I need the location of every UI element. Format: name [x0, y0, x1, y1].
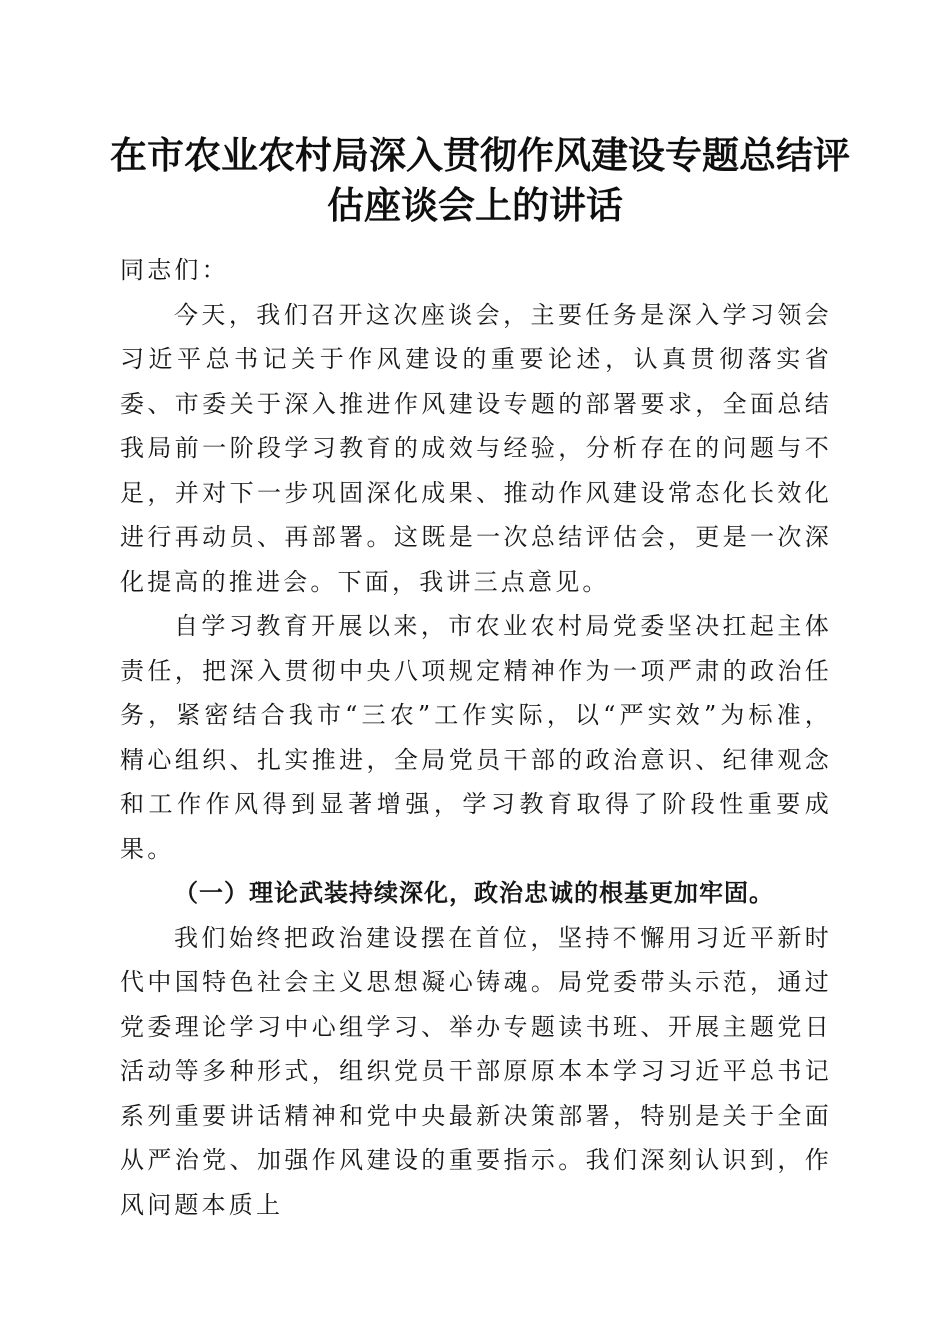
- paragraph-section-1: 我们始终把政治建设摆在首位，坚持不懈用习近平新时代中国特色社会主义思想凝心铸魂。局党委带头示范，通过党委理论学习中心组学习、举办专题读书班、开展主题党日活动等多种形式，组织党员干部原原本本学习习近平总书记系列重要讲话精神和党中央最新决策部署，特别是关于全面从严治党、加强作风建设的重要指示。我们深刻认识到，作风问题本质上: [120, 923, 832, 1219]
- document-body: [120, 248, 832, 1227]
- section-heading-1: （一）理论武装持续深化，政治忠诚的根基更加牢固。: [174, 878, 774, 907]
- paragraph-achievements: 自学习教育开展以来，市农业农村局党委坚决扛起主体责任，把深入贯彻中央八项规定精神作为一项严肃的政治任务，紧密结合我市“三农”工作实际，以“严实效”为标准，精心组织、扎实推进，全局党员干部的政治意识、纪律观念和工作作风得到显著增强，学习教育取得了阶段性重要成果。: [120, 612, 832, 863]
- salutation: 同志们：: [120, 256, 229, 284]
- title-line-1: 在市农业农村局深入贯彻作风建设专题总结评: [110, 133, 850, 177]
- paragraph-intro: 今天，我们召开这次座谈会，主要任务是深入学习领会习近平总书记关于作风建设的重要论述，认真贯彻落实省委、市委关于深入推进作风建设专题的部署要求，全面总结我局前一阶段学习教育的成效与经验，分析存在的问题与不足，并对下一步巩固深化成果、推动作风建设常态化长效化进行再动员、再部署。这既是一次总结评估会，更是一次深化提高的推进会。下面，我讲三点意见。: [120, 300, 832, 596]
- document-title: [110, 130, 850, 230]
- title-line-2: 估座谈会上的讲话: [327, 183, 623, 227]
